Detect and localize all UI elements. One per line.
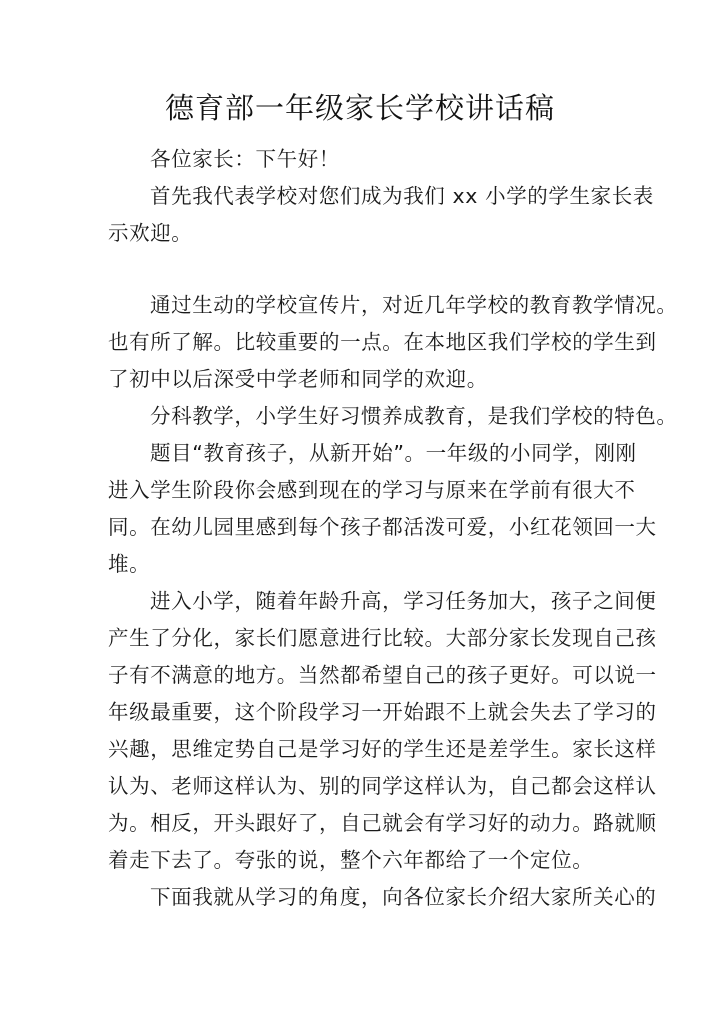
text-line: 同。在幼儿园里感到每个孩子都活泼可爱，小红花领回一大 bbox=[108, 515, 657, 539]
text-line: 子有不满意的地方。当然都希望自己的孩子更好。可以说一 bbox=[108, 663, 657, 687]
text-line: 为。相反，开头跟好了，自己就会有学习好的动力。路就顺 bbox=[108, 811, 657, 835]
text-line: 下面我就从学习的角度，向各位家长介绍大家所关心的 bbox=[150, 885, 657, 909]
text-line: 各位家长：下午好！ bbox=[150, 147, 340, 171]
text-line: 堆。 bbox=[108, 552, 151, 576]
text-line: 年级最重要，这个阶段学习一开始跟不上就会失去了学习的 bbox=[108, 700, 657, 724]
text-line: 分科教学，小学生好习惯养成教育，是我们学校的特色。 bbox=[150, 404, 678, 428]
text-line: 首先我代表学校对您们成为我们 xx 小学的学生家长表 bbox=[150, 184, 654, 208]
text-line: 进入学生阶段你会感到现在的学习与原来在学前有很大不 bbox=[108, 478, 636, 502]
text-line: 着走下去了。夸张的说，整个六年都给了一个定位。 bbox=[108, 848, 594, 872]
text-line: 认为、老师这样认为、别的同学这样认为，自己都会这样认 bbox=[108, 774, 657, 798]
text-line: 题目“教育孩子，从新开始”。一年级的小同学，刚刚 bbox=[150, 441, 637, 465]
document-title: 德育部一年级家长学校讲话稿 bbox=[164, 91, 555, 125]
text-line: 通过生动的学校宣传片，对近几年学校的教育教学情况。 bbox=[150, 293, 678, 317]
text-line: 示欢迎。 bbox=[108, 221, 193, 245]
text-line: 了初中以后深受中学老师和同学的欢迎。 bbox=[108, 367, 488, 391]
text-line: 产生了分化，家长们愿意进行比较。大部分家长发现自己孩 bbox=[108, 626, 657, 650]
text-line: 进入小学，随着年龄升高，学习任务加大，孩子之间便 bbox=[150, 589, 657, 613]
text-line: 兴趣，思维定势自己是学习好的学生还是差学生。家长这样 bbox=[108, 737, 657, 761]
text-line: 也有所了解。比较重要的一点。在本地区我们学校的学生到 bbox=[108, 330, 657, 354]
